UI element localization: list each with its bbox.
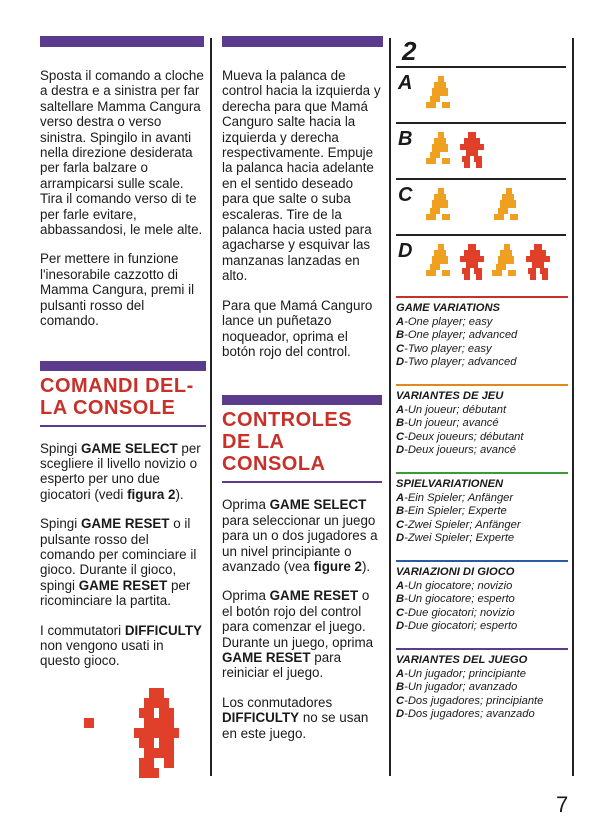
variation-item: C-Due giocatori; novizio xyxy=(396,606,515,619)
variation-item: B-Ein Spieler; Experte xyxy=(396,505,507,518)
figure-row-c xyxy=(396,178,566,236)
variation-item: B-Un joueur; avancé xyxy=(396,417,499,430)
italian-control-paragraph: Spingi GAME RESET o il pulsante rosso del comando per cominciare il gioco. Durante il gioco, spingi GAME RESET per ricominciare la partita. xyxy=(40,516,197,609)
variation-item: C-Deux joueurs; débutant xyxy=(396,430,524,443)
italian-paragraph: Sposta il comando a cloche a destra e a sinistra per far saltellare Mamma Cangura verso destra o verso sinistra. Spingilo in avanti nella direzione desiderata per farla balzare o arrampicarsi sulle scale. Tira il comando verso di te per farle evitare, abbassandosi, le mele alte. xyxy=(40,68,204,238)
monkey-sprite-icon xyxy=(458,132,486,168)
variation-item: D-Dos jugadores; avanzado xyxy=(396,707,535,720)
figure-row-b xyxy=(396,122,566,180)
variation-item: C-Zwei Spieler; Anfänger xyxy=(396,518,521,531)
spanish-heading: CONTROLES DE LA CONSOLA xyxy=(222,409,382,483)
italian-paragraph: Per mettere in funzione l'inesorabile cazzotto di Mamma Cangura, premi il pulsanti rosso del comando. xyxy=(40,251,195,329)
variation-block xyxy=(396,296,568,369)
figure-row-letter: B xyxy=(398,128,413,150)
variation-item: A-Un joueur; débutant xyxy=(396,404,507,417)
variation-title: VARIANTES DEL JUEGO xyxy=(396,654,528,666)
variation-block xyxy=(396,384,568,457)
variation-item: D-Deux joueurs; avancé xyxy=(396,443,517,456)
variation-item: C-Dos jugadores; principiante xyxy=(396,694,544,707)
column-rule-1 xyxy=(210,38,212,776)
kangaroo-sprite-icon xyxy=(426,76,454,112)
italian-column xyxy=(40,68,206,683)
variation-item: A-One player; easy xyxy=(396,316,493,329)
variation-item: D-Two player; advanced xyxy=(396,355,517,368)
spanish-heading-bar xyxy=(222,395,382,405)
italian-control-paragraph: I commutatori DIFFICULTY non vengono usati in questo gioco. xyxy=(40,622,202,669)
italian-heading: COMANDI DEL-LA CONSOLE xyxy=(40,375,206,427)
spanish-column xyxy=(222,68,382,755)
kangaroo-sprite-icon xyxy=(426,188,454,224)
monkey-sprite-icon xyxy=(458,244,486,280)
variation-item: A-Un jugador; principiante xyxy=(396,668,526,681)
variation-item: B-One player; advanced xyxy=(396,329,518,342)
variation-block xyxy=(396,560,568,633)
variation-item: A-Ein Spieler; Anfänger xyxy=(396,492,514,505)
kangaroo-sprite-icon xyxy=(426,132,454,168)
spanish-control-paragraph: Oprima GAME SELECT para seleccionar un juego para un o dos jugadores a un nivel principiante o avanzado (vea figure 2). xyxy=(222,497,378,574)
variation-title: VARIANTES DE JEU xyxy=(396,390,504,402)
variation-item: B-Un jugador; avanzado xyxy=(396,681,518,694)
column-rule-3 xyxy=(572,38,574,776)
figure-row-letter: A xyxy=(398,72,413,94)
figure-number: 2 xyxy=(402,36,417,66)
variation-item: D-Due giocatori; esperto xyxy=(396,619,518,632)
page-number: 7 xyxy=(556,792,569,817)
italian-heading-bar xyxy=(40,361,206,371)
variation-item: D-Zwei Spieler; Experte xyxy=(396,531,515,544)
figure-row-a xyxy=(396,66,566,124)
variation-item: B-Un giocatore; esperto xyxy=(396,593,515,606)
variation-color-line xyxy=(396,648,568,650)
top-bar-spanish xyxy=(222,36,383,47)
variation-block xyxy=(396,648,568,721)
variation-title: VARIAZIONI DI GIOCO xyxy=(396,566,515,578)
kangaroo-sprite-icon xyxy=(494,188,522,224)
variation-title: SPIELVARIATIONEN xyxy=(396,478,504,490)
spanish-paragraph: Mueva la palanca de control hacia la izquierda y derecha para que Mamá Canguro salte hacia la izquierda y derecha respectivamente. Empuje la palanca hacia adelante en el sentido deseado para que salte o suba escaleras. Tire de la palanca hacia usted para agacharse y esquivar las manzanas lanzadas en alto. xyxy=(222,68,381,284)
variation-item: A-Un giocatore; novizio xyxy=(396,580,513,593)
spanish-control-paragraph: Los conmutadores DIFFICULTY no se usan en este juego. xyxy=(222,694,369,741)
figure-row-d xyxy=(396,234,566,298)
spanish-control-paragraph: Oprima GAME RESET o el botón rojo del control para comenzar el juego. Durante un juego, oprima GAME RESET para reiniciar el juego. xyxy=(222,588,374,681)
spanish-paragraph: Para que Mamá Canguro lance un puñetazo noqueador, oprima el botón rojo del control. xyxy=(222,297,373,359)
variation-color-line xyxy=(396,384,568,386)
monkey-sprite-icon xyxy=(524,244,552,280)
variation-color-line xyxy=(396,560,568,562)
variation-title: GAME VARIATIONS xyxy=(396,302,501,314)
kangaroo-sprite-icon xyxy=(492,244,520,280)
top-bar-italian xyxy=(40,36,204,47)
variation-block xyxy=(396,472,568,545)
column-rule-2 xyxy=(389,38,391,776)
figure-row-letter: D xyxy=(398,240,413,262)
variation-item: C-Two player; easy xyxy=(396,342,492,355)
kangaroo-sprite-icon xyxy=(426,244,454,280)
kangaroo-sprite-icon xyxy=(84,688,194,778)
variation-color-line xyxy=(396,472,568,474)
figure-row-letter: C xyxy=(398,184,413,206)
italian-control-paragraph: Spingi GAME SELECT per scegliere il livello novizio o esperto per uno due giocatori (vedi figura 2). xyxy=(40,440,201,502)
variation-color-line xyxy=(396,296,568,298)
